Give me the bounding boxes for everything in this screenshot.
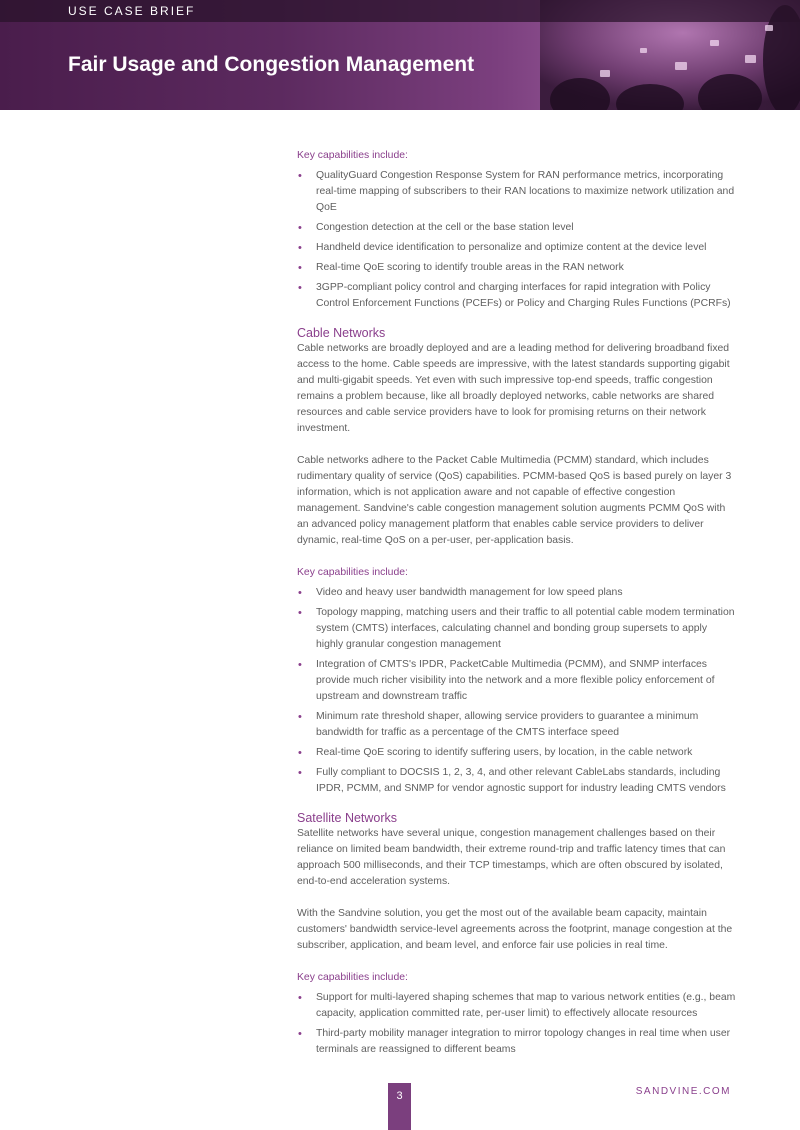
satellite-capabilities-list xyxy=(297,990,737,1058)
cable-networks-heading: Cable Networks xyxy=(297,326,386,340)
list-item: • Third-party mobility manager integration to mirror topology changes in real time when user terminals are reassigned to different beams xyxy=(297,1026,737,1058)
list-item: • Real-time QoE scoring to identify suffering users, by location, in the cable network xyxy=(297,745,737,761)
cable-capabilities-list xyxy=(297,585,737,797)
satellite-paragraph: With the Sandvine solution, you get the most out of the available beam capacity, maintain customers' bandwidth service-level agreements across the footprint, manage congestion at the subscriber, application, and beam level, and enforce fair use policies in real time. xyxy=(297,908,733,951)
list-item: • Support for multi-layered shaping schemes that map to various network entities (e.g., beam capacity, application committed rate, per-user limit) to effectively allocate resources xyxy=(297,990,737,1022)
satellite-networks-heading: Satellite Networks xyxy=(297,811,398,825)
list-item: • Integration of CMTS's IPDR, PacketCable Multimedia (PCMM), and SNMP interfaces provide much richer visibility into the network and a more flexible policy enforcement of upstream and downstream traffic xyxy=(297,657,737,705)
list-item: • Video and heavy user bandwidth management for low speed plans xyxy=(297,585,737,601)
main-content xyxy=(297,148,737,1062)
satellite-key-capabilities-label: Key capabilities include: xyxy=(297,972,408,983)
list-item: • Minimum rate threshold shaper, allowing service providers to guarantee a minimum bandwidth for traffic as a percentage of the CMTS interface speed xyxy=(297,709,737,741)
list-item: • Fully compliant to DOCSIS 1, 2, 3, 4, and other relevant CableLabs standards, including IPDR, PCMM, and SNMP for vendor agnostic support for industry leading CMTS vendors xyxy=(297,765,737,797)
use-case-brief-label: USE CASE BRIEF xyxy=(68,4,196,18)
list-item: • Congestion detection at the cell or the base station level xyxy=(297,220,737,236)
ran-capabilities-list xyxy=(297,168,737,312)
satellite-paragraph: Satellite networks have several unique, congestion management challenges based on their reliance on limited beam bandwidth, their extreme round-trip and traffic latency times that can approach 500 milliseconds, and their TCP timestamps, which are often obscured by isolated, end-to-end acceleration systems. xyxy=(297,828,726,887)
cable-key-capabilities-label: Key capabilities include: xyxy=(297,567,408,578)
list-item: • Handheld device identification to personalize and optimize content at the device level xyxy=(297,240,737,256)
list-item: • Real-time QoE scoring to identify trouble areas in the RAN network xyxy=(297,260,737,276)
cable-paragraph: Cable networks are broadly deployed and are a leading method for delivering broadband fixed access to the home. Cable speeds are impressive, with the latest standards supporting gigabit and multi-gigabit speeds. Yet even with such impressive top-end speeds, traffic congestion remains a problem because, like all broadly deployed networks, cable networks are shared resources and cable service providers have to look for promising returns on their network investment. xyxy=(297,343,730,434)
page-number: 3 xyxy=(388,1083,411,1130)
header-top-bar xyxy=(0,0,800,22)
list-item: • QualityGuard Congestion Response System for RAN performance metrics, incorporating real-time mapping of subscribers to their RAN locations to maximize network utilization and QoE xyxy=(297,168,737,216)
page-title: Fair Usage and Congestion Management xyxy=(68,53,475,76)
ran-key-capabilities-label: Key capabilities include: xyxy=(297,150,408,161)
page-header xyxy=(0,0,800,110)
list-item: • 3GPP-compliant policy control and charging interfaces for rapid integration with Policy Control Enforcement Functions (PCEFs) or Policy and Charging Rules Functions (PCRFs) xyxy=(297,280,737,312)
footer-brand-link[interactable]: SANDVINE.COM xyxy=(635,1086,731,1097)
cable-paragraph: Cable networks adhere to the Packet Cable Multimedia (PCMM) standard, which includes rudimentary quality of service (QoS) capabilities. PCMM-based QoS is based purely on layer 3 information, which is not application aware and not capable of effective congestion management. Sandvine's cable congestion management solution augments PCMM QoS with an advanced policy management platform that enables cable service providers to deliver dynamic, real-time QoS on a per-user, per-application basis. xyxy=(297,455,732,546)
list-item: • Topology mapping, matching users and their traffic to all potential cable modem termination system (CMTS) interfaces, calculating channel and bonding group supersets to apply highly granular congestion management xyxy=(297,605,737,653)
